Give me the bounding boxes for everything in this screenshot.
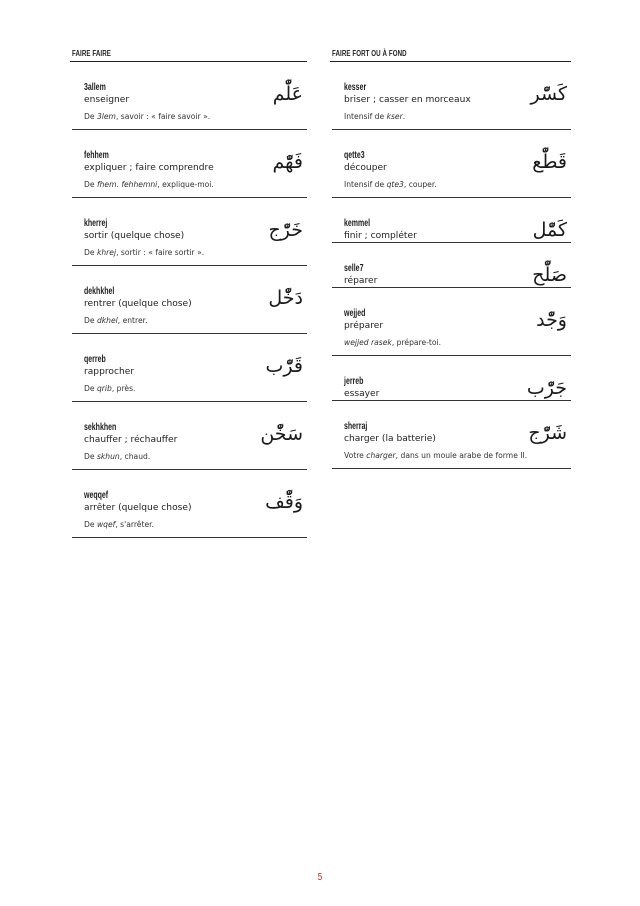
entry-translation: enseigner xyxy=(84,95,130,105)
entry-note-text: , sortir : « faire sortir ». xyxy=(116,248,205,257)
entry-note-text: Intensif de xyxy=(344,112,387,121)
entry-word: sekhkhen xyxy=(84,422,117,433)
arabic-script: سَخّْن xyxy=(260,423,303,445)
entry-translation: essayer xyxy=(344,389,380,399)
entry-note xyxy=(84,247,307,258)
entry-note-text: , prépare-toi. xyxy=(391,338,442,347)
entry-note-italic: kser xyxy=(386,112,403,121)
entry-note-text: Votre xyxy=(344,451,367,460)
entry-word: qette3 xyxy=(344,150,365,161)
entry-note xyxy=(84,451,307,462)
entry-word: dekhkhel xyxy=(84,286,115,297)
entry-word: kherrej xyxy=(84,218,108,229)
entry-translation: arrêter (quelque chose) xyxy=(84,503,192,513)
entry-translation: chauffer ; réchauffer xyxy=(84,435,178,445)
arabic-script: دَخّْل xyxy=(268,287,303,309)
dictionary-entry xyxy=(72,402,307,470)
entry-word: kemmel xyxy=(344,218,371,229)
right-column xyxy=(332,46,571,469)
entry-note-text: , chaud. xyxy=(119,452,151,461)
dictionary-entry xyxy=(332,401,571,469)
section-title-faire-faire: FAIRE FAIRE xyxy=(72,48,111,58)
dictionary-entry xyxy=(72,266,307,334)
entry-translation: rapprocher xyxy=(84,367,135,377)
entry-list xyxy=(72,62,307,538)
dictionary-entry xyxy=(332,356,571,401)
arabic-script: وَقّْف xyxy=(265,491,303,513)
entry-translation: briser ; casser en morceaux xyxy=(344,95,471,105)
arabic-script: عَلّْم xyxy=(272,83,303,105)
entry-note-italic: khrej xyxy=(96,248,117,257)
entry-note-italic: skhun xyxy=(96,452,120,461)
entry-note-text: De xyxy=(84,520,97,529)
entry-note-text: , dans un moule arabe de forme II. xyxy=(395,451,528,460)
entry-translation: finir ; compléter xyxy=(344,231,417,241)
dictionary-entry xyxy=(72,334,307,402)
arabic-script: فَهّْم xyxy=(272,151,303,173)
section-title-faire-fort: FAIRE FORT OU À FOND xyxy=(332,48,407,58)
entry-note xyxy=(84,179,307,190)
entry-word: weqqef xyxy=(84,490,109,501)
page-number: 5 xyxy=(317,872,323,883)
dictionary-entry xyxy=(332,130,571,198)
dictionary-entry xyxy=(72,62,307,130)
entry-translation: découper xyxy=(344,163,387,173)
entry-note-text: De xyxy=(84,316,97,325)
entry-word: wejjed xyxy=(344,308,366,319)
entry-note-italic: wqef xyxy=(96,520,116,529)
entry-note xyxy=(84,111,307,122)
entry-word: 3allem xyxy=(84,82,106,93)
entry-word: selle7 xyxy=(344,263,364,274)
entry-translation: sortir (quelque chose) xyxy=(84,231,185,241)
entry-translation: préparer xyxy=(344,321,384,331)
dictionary-entry xyxy=(332,62,571,130)
entry-word: fehhem xyxy=(84,150,109,161)
entry-note-italic: 3lem xyxy=(96,112,116,121)
entry-note-text: , savoir : « faire savoir ». xyxy=(115,112,211,121)
dictionary-entry xyxy=(72,470,307,538)
left-column xyxy=(72,46,307,538)
arabic-script: صَلّْح xyxy=(532,264,567,286)
entry-note xyxy=(344,450,571,461)
entry-note xyxy=(344,179,571,190)
entry-word: qerreb xyxy=(84,354,106,365)
entry-note-text: De xyxy=(84,452,97,461)
entry-word: jerreb xyxy=(344,376,364,387)
dictionary-entry xyxy=(332,288,571,356)
arabic-script: خَرّْج xyxy=(268,219,303,241)
entry-note xyxy=(84,315,307,326)
dictionary-entry xyxy=(72,130,307,198)
entry-note xyxy=(84,519,307,530)
entry-note-text: De xyxy=(84,180,97,189)
entry-note-text: De xyxy=(84,248,97,257)
entry-note-text: . xyxy=(402,112,406,121)
entry-word: sherraj xyxy=(344,421,368,432)
entry-note-text: , couper. xyxy=(403,180,437,189)
arabic-script: قَطّْع xyxy=(532,151,567,173)
entry-note-text: , entrer. xyxy=(117,316,148,325)
entry-note-italic: charger xyxy=(366,451,396,460)
arabic-script: قَرّْب xyxy=(265,355,303,377)
dictionary-entry xyxy=(332,243,571,288)
arabic-script: وَجّْد xyxy=(536,309,567,331)
entry-note xyxy=(84,383,307,394)
entry-note-text: Intensif de xyxy=(344,180,387,189)
entry-note-italic: wejjed rasek xyxy=(344,338,392,347)
dictionary-entry xyxy=(332,198,571,243)
entry-note-text: De xyxy=(84,384,97,393)
entry-translation: expliquer ; faire comprendre xyxy=(84,163,214,173)
arabic-script: جَرّْب xyxy=(526,377,567,399)
arabic-script: كَسّْر xyxy=(530,83,567,105)
entry-note-italic: dkhel xyxy=(96,316,118,325)
entry-note xyxy=(344,337,571,348)
entry-note-italic: fhem. fehhemni xyxy=(96,180,158,189)
entry-note xyxy=(344,111,571,122)
arabic-script: شَرّْج xyxy=(528,422,567,444)
entry-note-italic: qrib xyxy=(96,384,112,393)
entry-note-text: , explique-moi. xyxy=(157,180,214,189)
entry-note-text: De xyxy=(84,112,97,121)
entry-translation: rentrer (quelque chose) xyxy=(84,299,192,309)
dictionary-entry xyxy=(72,198,307,266)
entry-note-text: , près. xyxy=(111,384,136,393)
entry-list xyxy=(332,62,571,469)
entry-note-italic: qte3 xyxy=(386,180,404,189)
entry-note-text: , s'arrêter. xyxy=(115,520,154,529)
entry-translation: charger (la batterie) xyxy=(344,434,436,444)
entry-word: kesser xyxy=(344,82,367,93)
entry-translation: réparer xyxy=(344,276,378,286)
arabic-script: كَمّْل xyxy=(532,219,567,241)
